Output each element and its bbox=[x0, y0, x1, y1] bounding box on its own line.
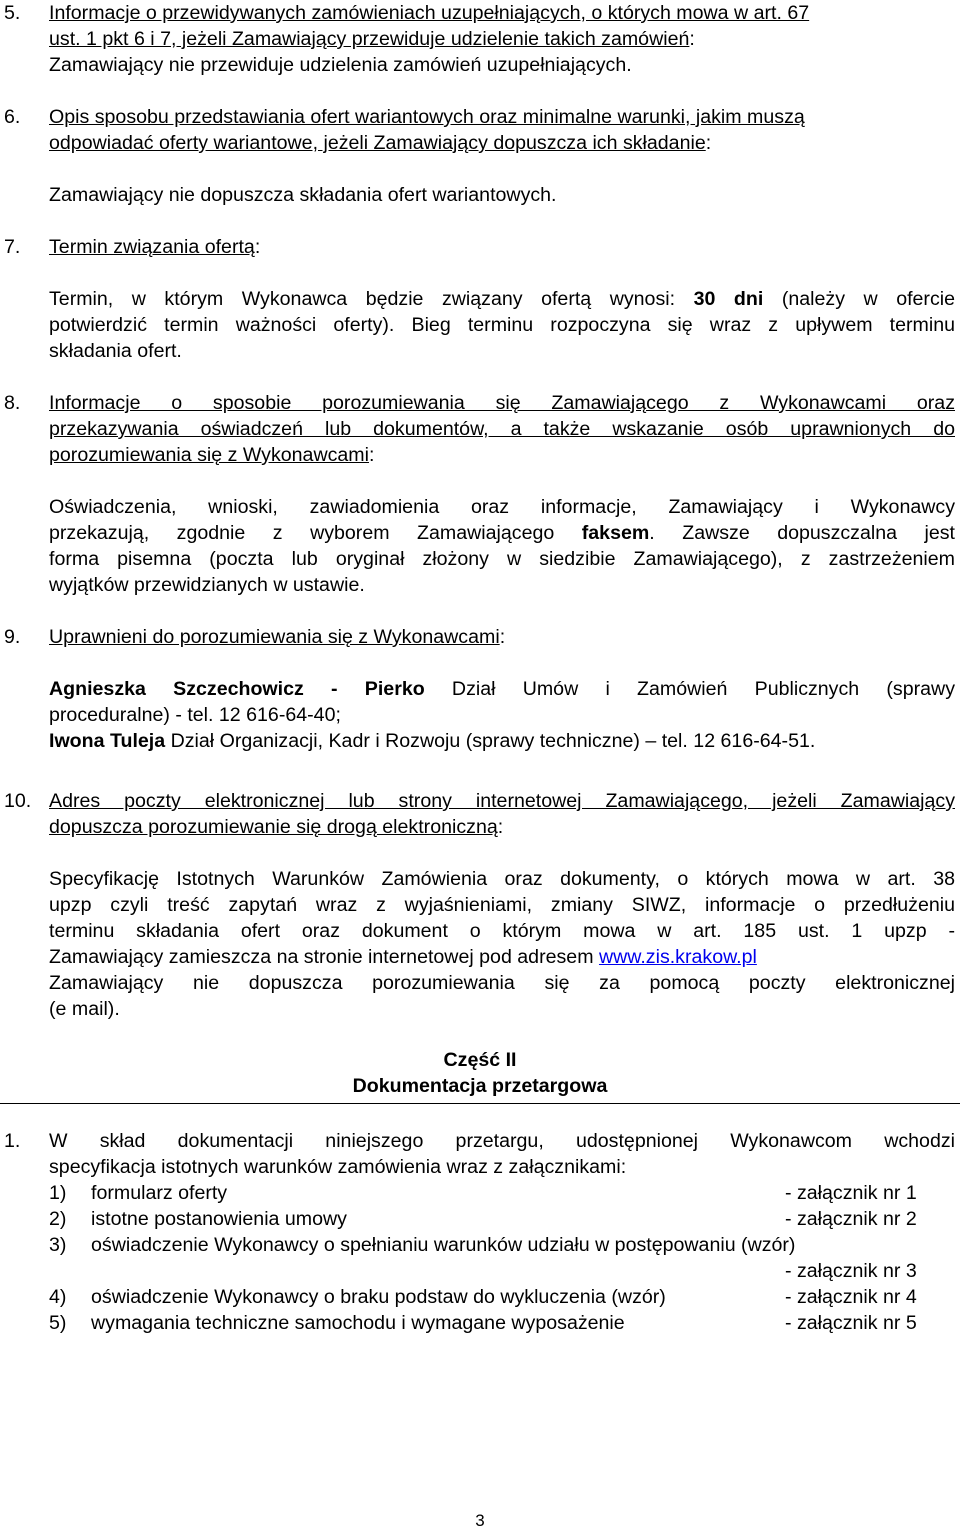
section-text bbox=[49, 676, 955, 754]
text-line: upzp czyli treść zapytań wraz z wyjaśnieniami, zmiany SIWZ, informacje o przedłużeniu bbox=[49, 894, 955, 916]
attachment-item bbox=[49, 1284, 955, 1310]
contact-person bbox=[49, 728, 955, 754]
attachment-item bbox=[49, 1180, 955, 1206]
section-heading bbox=[49, 0, 955, 52]
item-attachment: - załącznik nr 4 bbox=[785, 1286, 917, 1308]
text-run: Zamawiający zamieszcza na stronie internetowej pod adresem bbox=[49, 946, 594, 968]
text-line: Zamawiający nie dopuszcza porozumiewania się za pomocą poczty elektronicznej bbox=[49, 972, 955, 994]
text-line: proceduralne) - tel. 12 616-64-40; bbox=[49, 704, 341, 726]
text-line: Oświadczenia, wnioski, zawiadomienia oraz informacje, Zamawiający i Wykonawcy bbox=[49, 496, 955, 518]
item-number: 4) bbox=[49, 1286, 67, 1308]
attachment-item bbox=[49, 1232, 955, 1284]
text-run: (należy w ofercie bbox=[781, 288, 956, 310]
section-heading bbox=[49, 234, 955, 260]
bold-term: faksem bbox=[581, 522, 650, 544]
text-run: Termin, w którym Wykonawca będzie związany ofertą wynosi: bbox=[49, 288, 676, 310]
section-body bbox=[49, 234, 955, 364]
section-text: Zamawiający nie dopuszcza składania ofert wariantowych. bbox=[49, 184, 557, 206]
text-line bbox=[49, 286, 955, 312]
heading-line: Informacje o przewidywanych zamówieniach uzupełniających, o których mowa w art. 67 bbox=[49, 2, 810, 24]
section-heading bbox=[49, 624, 955, 650]
section-text bbox=[49, 286, 955, 364]
section-body bbox=[49, 390, 955, 598]
text-line: (e mail). bbox=[49, 998, 120, 1020]
item-attachment: - załącznik nr 3 bbox=[785, 1260, 917, 1282]
section-text bbox=[49, 494, 955, 598]
text-line: specyfikacja istotnych warunków zamówienia wraz z załącznikami: bbox=[49, 1156, 627, 1178]
text-line: terminu składania ofert oraz dokument o którym mowa w art. 185 ust. 1 upzp - bbox=[49, 920, 955, 942]
text-line: składania ofert. bbox=[49, 340, 182, 362]
heading-colon: : bbox=[705, 132, 712, 154]
text-run: przekazują, zgodnie z wyborem Zamawiającego bbox=[49, 522, 555, 544]
bold-term: 30 dni bbox=[693, 288, 764, 310]
item-title: wymagania techniczne samochodu i wymagane wyposażenie bbox=[91, 1312, 625, 1334]
heading-colon: : bbox=[497, 816, 504, 838]
section-number: 8. bbox=[4, 392, 21, 414]
section-number: 9. bbox=[4, 626, 21, 648]
section-text bbox=[49, 866, 955, 1022]
person-name: Agnieszka Szczechowicz - Pierko bbox=[49, 678, 425, 700]
text-line: W skład dokumentacji niniejszego przetargu, udostępnionej Wykonawcom wchodzi bbox=[49, 1130, 955, 1152]
heading-line: Informacje o sposobie porozumiewania się Zamawiającego z Wykonawcami oraz bbox=[49, 392, 955, 414]
section-body bbox=[49, 788, 955, 1022]
text-run: . Zawsze dopuszczalna jest bbox=[649, 522, 955, 544]
item-number: 1) bbox=[49, 1182, 67, 1204]
heading-line: Termin związania ofertą bbox=[49, 236, 255, 258]
item-attachment: - załącznik nr 5 bbox=[785, 1312, 917, 1334]
heading-colon: : bbox=[254, 236, 261, 258]
website-link[interactable]: www.zis.krakow.pl bbox=[598, 946, 757, 968]
section-body bbox=[49, 0, 955, 78]
text-line: Specyfikację Istotnych Warunków Zamówienia oraz dokumenty, o których mowa w art. 38 bbox=[49, 868, 955, 890]
person-details: Dział Umów i Zamówień Publicznych (sprawy bbox=[451, 678, 955, 700]
attachment-item bbox=[49, 1206, 955, 1232]
section-body bbox=[49, 624, 955, 754]
heading-line: porozumiewania się z Wykonawcami bbox=[49, 444, 369, 466]
page-number: 3 bbox=[475, 1511, 485, 1530]
heading-line: ust. 1 pkt 6 i 7, jeżeli Zamawiający przewiduje udzielenie takich zamówień bbox=[49, 28, 690, 50]
item-number: 5) bbox=[49, 1312, 67, 1334]
text-line: potwierdzić termin ważności oferty). Bieg terminu rozpoczyna się wraz z upływem terminu bbox=[49, 314, 955, 336]
divider-line bbox=[0, 1103, 960, 1104]
heading-line: odpowiadać oferty wariantowe, jeżeli Zamawiający dopuszcza ich składanie bbox=[49, 132, 706, 154]
section-heading bbox=[49, 390, 955, 468]
heading-line: przekazywania oświadczeń lub dokumentów, a także wskazanie osób uprawnionych do bbox=[49, 418, 955, 440]
section-number: 6. bbox=[4, 106, 21, 128]
attachment-item bbox=[49, 1310, 955, 1336]
heading-line: Opis sposobu przedstawiania ofert wariantowych oraz minimalne warunki, jakim muszą bbox=[49, 106, 805, 128]
item-number: 3) bbox=[49, 1234, 67, 1256]
text-line: forma pisemna (poczta lub oryginał złożony w siedzibie Zamawiającego), z zastrzeżeniem bbox=[49, 548, 955, 570]
heading-line: Adres poczty elektronicznej lub strony internetowej Zamawiającego, jeżeli Zamawiający bbox=[49, 790, 955, 812]
person-name: Iwona Tuleja bbox=[49, 730, 166, 752]
text-line: wyjątków przewidzianych w ustawie. bbox=[49, 574, 365, 596]
section-body bbox=[49, 1128, 955, 1180]
item-attachment: - załącznik nr 2 bbox=[785, 1208, 917, 1230]
section-number: 5. bbox=[4, 2, 21, 24]
contact-person bbox=[49, 676, 955, 702]
item-title: istotne postanowienia umowy bbox=[91, 1208, 347, 1230]
item-attachment: - załącznik nr 1 bbox=[785, 1182, 917, 1204]
text-line bbox=[49, 944, 955, 970]
section-heading bbox=[49, 788, 955, 840]
section-number: 10. bbox=[4, 790, 32, 812]
heading-colon: : bbox=[689, 28, 695, 50]
heading-colon: : bbox=[368, 444, 375, 466]
part-title: Część II bbox=[443, 1049, 517, 1071]
item-title: oświadczenie Wykonawcy o spełnianiu warunków udziału w postępowaniu (wzór) bbox=[91, 1234, 796, 1256]
section-number: 7. bbox=[4, 236, 21, 258]
person-details: Dział Organizacji, Kadr i Rozwoju (sprawy techniczne) – tel. 12 616-64-51. bbox=[170, 730, 816, 752]
section-text: Zamawiający nie przewiduje udzielenia zamówień uzupełniających. bbox=[49, 54, 632, 76]
section-body bbox=[49, 104, 955, 208]
item-title: oświadczenie Wykonawcy o braku podstaw do wykluczenia (wzór) bbox=[91, 1286, 666, 1308]
part-subtitle: Dokumentacja przetargowa bbox=[352, 1075, 608, 1097]
heading-line: dopuszcza porozumiewanie się drogą elektroniczną bbox=[49, 816, 498, 838]
section-number: 1. bbox=[4, 1130, 21, 1152]
section-heading bbox=[49, 104, 955, 156]
heading-line: Uprawnieni do porozumiewania się z Wykonawcami bbox=[49, 626, 500, 648]
heading-colon: : bbox=[499, 626, 506, 648]
item-number: 2) bbox=[49, 1208, 67, 1230]
item-title: formularz oferty bbox=[91, 1182, 228, 1204]
text-line bbox=[49, 520, 955, 546]
